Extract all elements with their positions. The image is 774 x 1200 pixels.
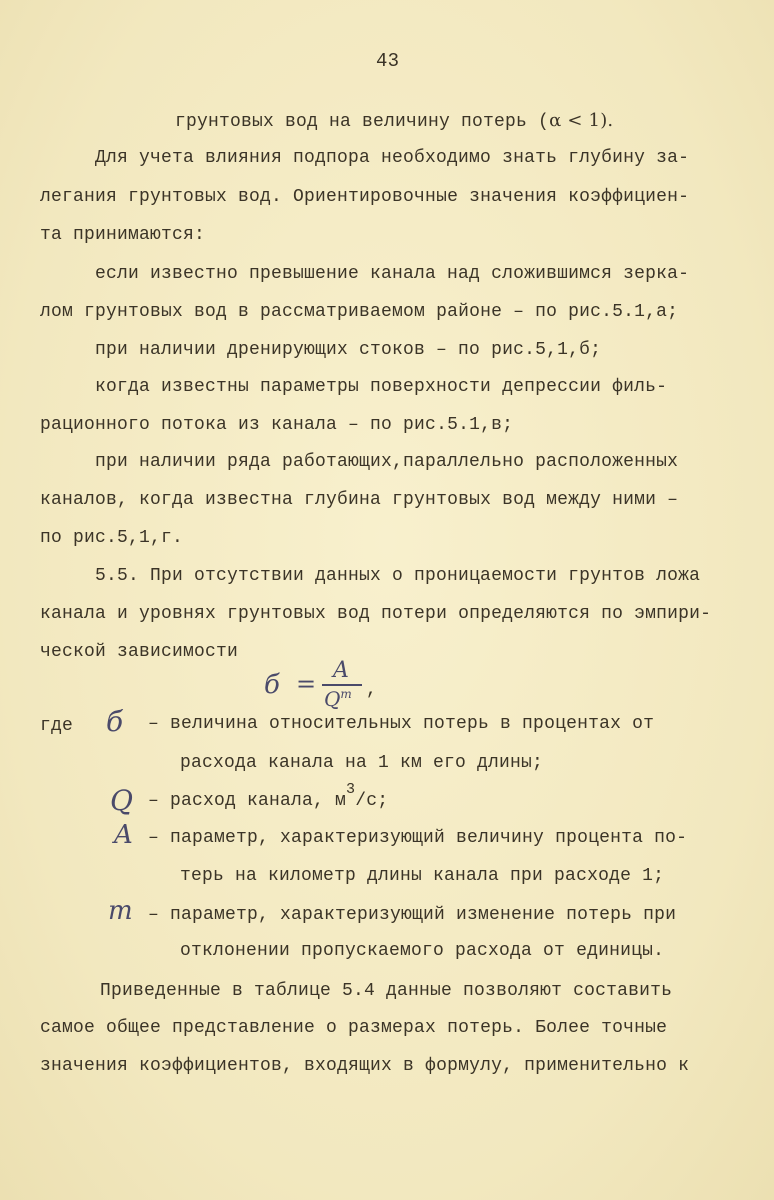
text-line-1-text: грунтовых вод на величину потерь ( <box>175 112 550 132</box>
formula-exponent: m <box>340 687 352 701</box>
text-line-10: при наличии ряда работающих,параллельно расположенных <box>95 452 679 472</box>
symbol-Q: Q <box>110 784 133 817</box>
formula-numerator: A <box>333 658 349 683</box>
definition-sigma-line-2: расхода канала на 1 км его длины; <box>180 753 544 773</box>
definition-Q-superscript: 3 <box>346 781 356 798</box>
text-line-15: ческой зависимости <box>40 642 239 662</box>
text-line-1 <box>175 110 613 132</box>
text-line-2: Для учета влияния подпора необходимо знать глубину за- <box>95 148 690 168</box>
definition-A-line-1: – параметр, характеризующий величину процента по- <box>148 828 688 848</box>
text-line-13: 5.5. При отсутствии данных о проницаемости грунтов ложа <box>95 566 701 586</box>
text-line-3: легания грунтовых вод. Ориентировочные значения коэффициен- <box>40 187 690 207</box>
fraction-bar <box>322 684 362 686</box>
text-line-7: при наличии дренирующих стоков – по рис.5,1,б; <box>95 340 602 360</box>
empirical-formula <box>262 658 392 710</box>
symbol-m: m <box>108 896 133 926</box>
formula-denominator: Q <box>324 687 341 711</box>
text-line-6: лом грунтовых вод в рассматриваемом районе – по рис.5.1,а; <box>40 302 679 322</box>
definition-m-line-2: отклонении пропускаемого расхода от единицы. <box>180 941 665 961</box>
text-line-12: по рис.5,1,г. <box>40 528 184 548</box>
text-line-9: рационного потока из канала – по рис.5.1,в; <box>40 415 514 435</box>
text-line-5: если известно превышение канала над сложившимся зерка- <box>95 264 690 284</box>
text-line-16: Приведенные в таблице 5.4 данные позволяют составить <box>100 981 673 1001</box>
alpha-condition: α < 1). <box>549 110 614 131</box>
definition-Q-unit: /с; <box>355 791 389 811</box>
definition-Q-line <box>148 781 389 811</box>
definition-Q-text: – расход канала, м <box>148 791 347 811</box>
where-label: где <box>40 716 74 736</box>
text-line-14: канала и уровнях грунтовых вод потери определяются по эмпири- <box>40 604 712 624</box>
symbol-A: A <box>114 820 133 850</box>
text-line-4: та принимаются: <box>40 225 206 245</box>
text-line-18: значения коэффициентов, входящих в формулу, применительно к <box>40 1056 690 1076</box>
formula-comma: , <box>366 680 377 700</box>
text-line-17: самое общее представление о размерах потерь. Более точные <box>40 1018 668 1038</box>
definition-m-line-1: – параметр, характеризующий изменение потерь при <box>148 905 677 925</box>
page-number: 43 <box>376 50 400 72</box>
formula-lhs: б <box>264 670 280 700</box>
definition-A-line-2: терь на километр длины канала при расходе 1; <box>180 866 665 886</box>
formula-denominator-wrap <box>324 687 352 711</box>
definition-sigma-line-1: – величина относительных потерь в процентах от <box>148 714 655 734</box>
formula-equals: = <box>296 670 317 698</box>
text-line-8: когда известны параметры поверхности депрессии филь- <box>95 377 668 397</box>
text-line-11: каналов, когда известна глубина грунтовых вод между ними – <box>40 490 679 510</box>
symbol-sigma: б <box>106 705 124 738</box>
